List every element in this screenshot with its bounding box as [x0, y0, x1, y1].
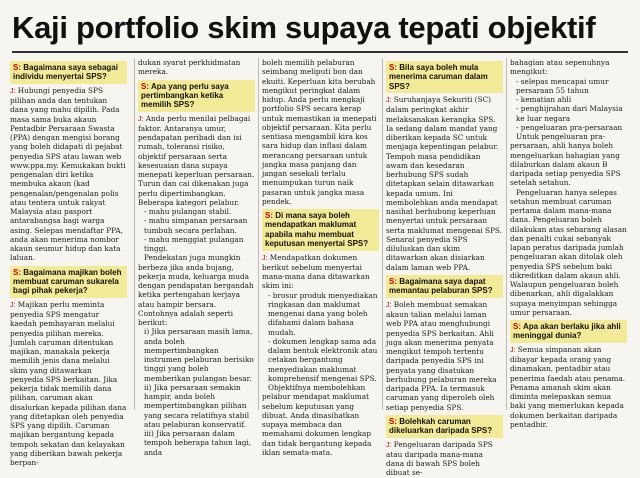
column-3 — [258, 58, 379, 457]
list-item: ii) Jika persaraan semakin hampir, anda boleh mempertimbangkan pilihan yang secara relatifnya stabil atau pelaburan konservatif. — [144, 382, 250, 429]
paragraph: Objektifnya membolehkan pelabur mendapat maklumat sebelum keputusan yang dibuat. Anda dinasihatkan supaya membaca dan memahami dokumen lengkap dan tidak bergantung kepada iklan semata-mata. — [262, 383, 372, 457]
column-1 — [10, 58, 127, 468]
list-item: - kematian ahli — [516, 95, 572, 104]
column-2 — [134, 58, 255, 457]
article-body — [10, 58, 630, 478]
column-4 — [382, 58, 503, 478]
answer-8: J: Semua simpanan akan dibayar kepada orang yang dinamakan, pentadbir atau penerima faedah atau penama. Penama amanah skim akan diminta melepaskan semua baki yang memerlukan kepada dokumen berkaitan daripada pentadbir. — [510, 344, 626, 429]
question-6: S: Bagaimana saya dapat memantau pelaburan SPS? — [386, 275, 503, 298]
answer-2: J: Majikan perlu meminta penyedia SPS mengatur kaedah pembayaran melalui penyedia pilihan mereka. Jumlah caruman ditentukan majikan, manakala pekerja memilih jenis dana melalui skim yang ditawarkan penyedia SPS berkaitan. Jika pekerja tidak memilih dana pilihan, caruman akan disalurkan kepada pilihan dana yang ditetapkan oleh penyedia SPS yang dipilih. Caruman majikan bergantung kepada tempoh sekatan dan kelayakan yang diberikan bawah pekerja berpan- — [10, 299, 127, 468]
continued-text: boleh memilih pelaburan seimbang meliputi bon dan ekuiti. Keperluan kita berubah mengikut peringkat dalam hidup. Anda perlu mengkaji portfolio SPS secara kerap untuk memastikan ia menepati objektif persaraan. Kita perlu sentiasa mengambil kira kos sara hidup dan inflasi dalam merancang persaraan untuk jangka masa panjang dan jangan sesekali terlalu menumpukan turun naik pasaran untuk jangka masa pendek. — [262, 58, 377, 206]
answer-1: J: Hubungi penyedia SPS pilihan anda dan tentukan dana yang mahu dipilih. Pada masa sama buka akaun Pentadbir Persaraan Swasta (PPA) dengan mengisi borang yang boleh didapati di pejabat penyedia SPS atau lawan web www.ppa.my. Kemukakan bukti pengenalan diri ketika membuka akaun (kad pengenalan/pengenalan polis atau tentera untuk rakyat Malaysia atau pasport antarabangsa bagi warga asing. Selepas mendaftar PPA, anda akan menerima nombor akaun seumur hidup dan kata laluan. — [10, 85, 126, 263]
paragraph: Untuk pengeluaran pra-persaraan, ahli hanya boleh mengeluarkan bahagian yang dilaburkan dalam akaun B daripada setiap penyedia SPS setelah setahun. — [510, 132, 621, 188]
list-item: - pengeluaran pra-persaraan — [516, 122, 623, 132]
answer-4: J: Mendapatkan dokumen berikut sebelum menyertai mana-mana dana ditawarkan skim ini: — [262, 252, 370, 291]
list-item: - mahu menggiat pulangan tinggi. — [144, 234, 244, 254]
answer-7: J: Pengeluaran daripada SPS atau daripada mana-mana dana di bawah SPS boleh dibuat se- — [386, 439, 493, 478]
question-2: S: Bagaimana majikan boleh membuat caruman sukarela bagi pihak pekerja? — [10, 266, 127, 298]
question-3: S: Apa yang perlu saya pertimbangkan ketika memilih SPS? — [138, 80, 255, 112]
answer-5: J: Suruhanjaya Sekuriti (SC) dalam peringkat akhir melaksanakan kerangka SPS. Ia sedang dalam mandat yang diberikan kepada SC untuk menjaga kepentingan pelabur. Tempoh masa pendidikan awam dan kesedaran berhubung SPS sudah ditetapkan selain ditawarkan kepada umum. Ini membolehkan anda mendapat nasihat berhubung keperluan menyertai untuk persaraan serta maklumat mengenai SPS. Senarai penyedia SPS diluluskan dan skim ditawarkan akan disiarkan dalam laman web PPA. — [386, 95, 502, 272]
column-5 — [506, 58, 627, 429]
list-item: - mahu simpanan persaraan tumbuh secara perlahan. — [144, 216, 248, 235]
continued-text: dukan syarat perkhidmatan mereka. — [138, 58, 241, 77]
list-item: i) Jika persaraan masih lama, anda boleh mempertimbangkan instrumen pelaburan berisiko tinggi yang boleh memberikan pulangan besar. — [144, 327, 254, 383]
list-item: - mahu pulangan stabil. — [144, 207, 232, 217]
answer-6: J: Boleh membuat semakan akaun talian melalui laman web PPA atau menghubungi penyedia SPS berkaitan. Ahli juga akan menerima penyata mengikut tempoh tertentu daripada penyedia SPS ini penyata yang disatukan berhubung pelaburan mereka daripada PPA. Ia termasuk caruman yang diperoleh oleh setiap penyedia SPS. — [386, 299, 497, 412]
question-8: S: Apa akan berlaku jika ahli meninggal dunia? — [510, 320, 627, 343]
question-5: S: Bila saya boleh mula menerima caruman dalam SPS? — [386, 61, 503, 93]
continued-text: bahagian atau sepenuhnya mengikut: — [510, 58, 610, 77]
headline-rule — [12, 51, 628, 53]
list-item: - selepas mencapai umur persaraan 55 tahun — [516, 76, 609, 95]
headline: Kaji portfolio skim supaya tepati objektif — [12, 10, 596, 45]
list-item: - dokumen lengkap sama ada dalam bentuk elektronik atau cetakan bergantung menyediakan maklumat komprehensif mengenai SPS. — [268, 336, 378, 383]
list-item: - penghijrahan dari Malaysia ke luar negara — [516, 104, 623, 123]
paragraph: Pengeluaran hanya selepas setahun membuat caruman pertama dalam mana-mana dana. Pengeluaran boleh dilakukan atas sebarang alasan dan penalti cukai sebanyak lapan peratus daripada jumlah pengeluaran akan ditolak oleh penyedia SPS sebelum baki dikreditkan dalam akaun ahli. Walaupun pengeluaran boleh dibenarkan, ahli digalakkan supaya menyimpan sehingga umur persaraan. — [510, 187, 627, 317]
list-item: - brosur produk menyediakan ringkasan dan maklumat mengenai dana yang boleh difahami dalam bahasa mudah. — [268, 290, 378, 337]
question-4: S: Di mana saya boleh mendapatkan maklumat apabila mahu membuat keputusan menyertai SPS? — [262, 209, 379, 251]
list-item: iii) Jika persaraan dalam tempoh beberapa tahun lagi, anda — [144, 429, 252, 457]
paragraph: Pendekatan juga mungkin berbeza jika anda bujang, pekerja muda, keluarga muda dengan pendapatan bergandah ketika pertengahan kerjaya atau hampir bersara. Contohnya adalah seperti berikut: — [138, 253, 254, 328]
question-1: S: Bagaimana saya sebagai individu menyertai SPS? — [10, 61, 127, 84]
question-7: S: Bolehkah caruman dikeluarkan daripada SPS? — [386, 415, 503, 438]
answer-3: J: Anda perlu menilai pelbagai faktor. Antaranya umur, pendapatan peribadi dan isi rumah, toleransi risiko, objektif persaraan serta kesesuaian dana supaya menepati keperluan persaraan. Turun dan cai dikenakan juga perlu dipertimbangkan. Beberapa kategori pelabur. — [138, 113, 255, 207]
